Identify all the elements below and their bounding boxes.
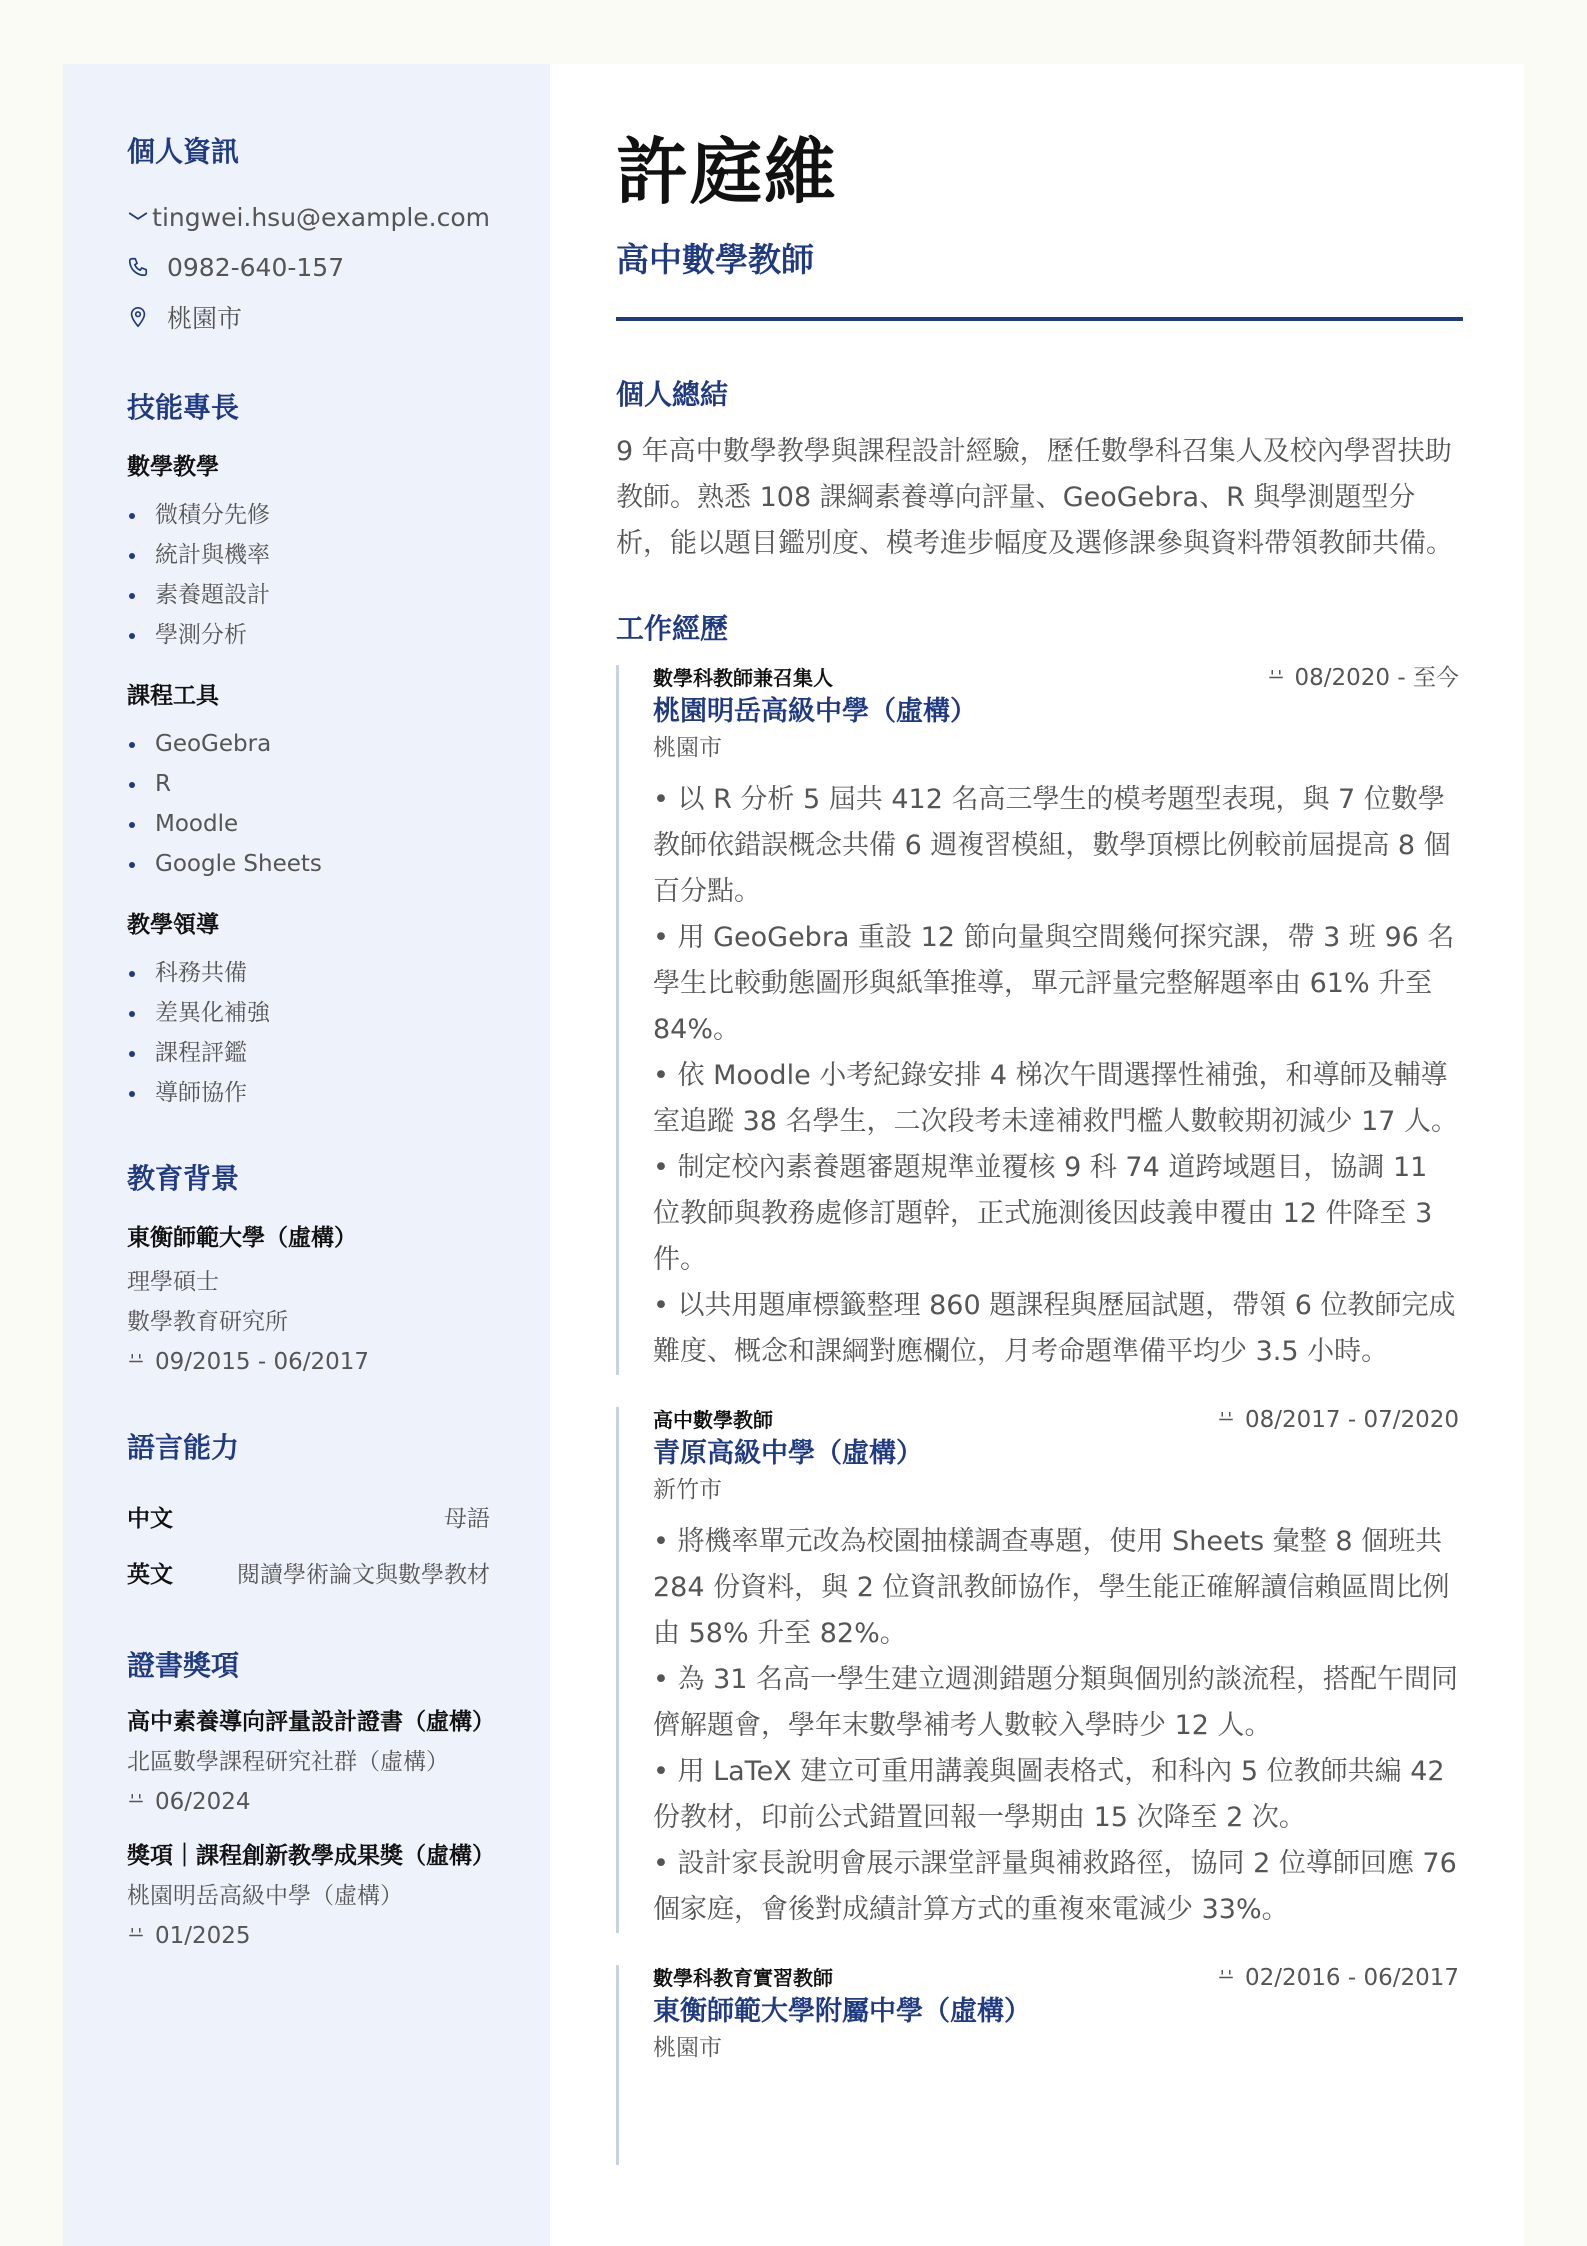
skill-item: R — [127, 764, 490, 804]
location-text: 桃園市 — [167, 304, 243, 333]
job-company: 桃園明岳高級中學（虛構） — [653, 696, 977, 727]
header-divider — [616, 317, 1463, 321]
location-row — [127, 292, 490, 342]
person-name: 許庭維 — [616, 130, 839, 214]
skill-item: 科務共備 — [127, 953, 490, 993]
job-bullet: • 以 R 分析 5 屆共 412 名高三學生的模考題型表現，與 7 位數學教師依錯誤概念共備 6 週複習模組，數學頂標比例較前屆提高 8 個百分點。 — [653, 784, 1451, 907]
language-row — [127, 1488, 490, 1544]
certs-section — [127, 1644, 495, 1956]
education-date-row — [127, 1342, 490, 1382]
cert-issuer: 桃園明岳高級中學（虛構） — [127, 1883, 403, 1909]
language-name: 英文 — [127, 1561, 173, 1588]
job-entry — [616, 1407, 1459, 1933]
cert-date-row — [127, 1782, 490, 1822]
skill-group-title: 數學教學 — [127, 454, 219, 480]
job-header — [653, 1407, 1459, 1433]
email-row[interactable] — [127, 192, 490, 242]
contact-section — [127, 130, 490, 342]
skill-item: 導師協作 — [127, 1073, 490, 1113]
skill-group — [127, 906, 490, 1113]
job-location: 桃園市 — [653, 2035, 722, 2061]
calendar-icon — [127, 1916, 155, 1956]
phone-text[interactable]: 0982-640-157 — [167, 252, 345, 282]
skills-heading: 技能專長 — [127, 391, 240, 424]
skill-group — [127, 448, 490, 655]
location-pin-icon — [127, 306, 167, 328]
mail-icon — [127, 206, 152, 228]
experience-heading: 工作經歷 — [616, 612, 729, 645]
job-title: 數學科教育實習教師 — [653, 1966, 833, 1990]
cert-item — [127, 1840, 495, 1956]
skill-list — [127, 724, 490, 884]
email-text[interactable]: tingwei.hsu@example.com — [152, 202, 490, 232]
language-name: 中文 — [127, 1505, 173, 1532]
languages-heading: 語言能力 — [127, 1431, 240, 1464]
skill-list — [127, 495, 490, 655]
job-date-row — [1217, 1965, 1459, 1991]
skill-item: 差異化補強 — [127, 993, 490, 1033]
phone-icon — [127, 256, 167, 278]
job-bullet: • 用 LaTeX 建立可重用講義與圖表格式，和科內 5 位教師共編 42 份教材，印前公式錯置回報一學期由 15 次降至 2 次。 — [653, 1756, 1445, 1833]
education-school: 東衡師範大學（虛構） — [127, 1225, 357, 1251]
skill-item: Google Sheets — [127, 844, 490, 884]
calendar-icon — [1217, 1407, 1245, 1433]
job-company: 東衡師範大學附屬中學（虛構） — [653, 1996, 1031, 2027]
job-location: 桃園市 — [653, 735, 722, 761]
job-bullet: • 為 31 名高一學生建立週測錯題分類與個別約談流程，搭配午間同儕解題會，學年末數學補考人數較入學時少 12 人。 — [653, 1664, 1459, 1741]
education-department: 數學教育研究所 — [127, 1309, 288, 1335]
job-bullet: • 制定校內素養題審題規準並覆核 9 科 74 道跨域題目，協調 11 位教師與教務處修訂題幹，正式施測後因歧義申覆由 12 件降至 3 件。 — [653, 1152, 1433, 1275]
job-bullet: • 以共用題庫標籤整理 860 題課程與歷屆試題，帶領 6 位教師完成難度、概念和課綱對應欄位，月考命題準備平均少 3.5 小時。 — [653, 1290, 1456, 1367]
calendar-icon — [127, 1342, 155, 1382]
skill-group-title: 課程工具 — [127, 683, 219, 709]
certs-heading: 證書獎項 — [127, 1649, 240, 1682]
skill-group — [127, 677, 490, 884]
calendar-icon — [1267, 665, 1295, 691]
cert-issuer: 北區數學課程研究社群（虛構） — [127, 1749, 449, 1775]
skill-item: 學測分析 — [127, 615, 490, 655]
main-content — [550, 64, 1524, 2246]
skill-item: 微積分先修 — [127, 495, 490, 535]
contact-heading: 個人資訊 — [127, 135, 240, 168]
resume-page — [63, 64, 1524, 2246]
job-dates: 08/2020 - 至今 — [1294, 665, 1459, 691]
job-date-row — [1267, 665, 1459, 691]
job-header — [653, 665, 1459, 691]
summary-heading: 個人總結 — [616, 378, 729, 411]
languages-section — [127, 1426, 490, 1600]
sidebar — [63, 64, 550, 2246]
job-company: 青原高級中學（虛構） — [653, 1438, 923, 1469]
job-bullet: • 將機率單元改為校園抽樣調查專題，使用 Sheets 彙整 8 個班共 284 份資料，與 2 位資訊教師協作，學生能正確解讀信賴區間比例由 58% 升至 82%。 — [653, 1526, 1450, 1649]
skill-item: 課程評鑑 — [127, 1033, 490, 1073]
job-title: 高中數學教師 — [653, 1408, 773, 1432]
job-bullet: • 用 GeoGebra 重設 12 節向量與空間幾何探究課，帶 3 班 96 名學生比較動態圖形與紙筆推導，單元評量完整解題率由 61% 升至 84%。 — [653, 922, 1455, 1045]
job-date-row — [1217, 1407, 1459, 1433]
language-level: 母語 — [444, 1505, 490, 1532]
job-dates: 02/2016 - 06/2017 — [1244, 1965, 1459, 1991]
cert-title: 高中素養導向評量設計證書（虛構） — [127, 1709, 495, 1735]
skills-section — [127, 386, 490, 1113]
job-location: 新竹市 — [653, 1477, 722, 1503]
cert-title: 獎項｜課程創新教學成果獎（虛構） — [127, 1843, 495, 1869]
cert-date: 01/2025 — [155, 1923, 251, 1949]
job-role: 高中數學教師 — [616, 240, 814, 279]
job-dates: 08/2017 - 07/2020 — [1244, 1407, 1459, 1433]
skill-list — [127, 953, 490, 1113]
phone-row[interactable] — [127, 242, 490, 292]
education-section — [127, 1157, 490, 1382]
skill-item: 素養題設計 — [127, 575, 490, 615]
skill-item: Moodle — [127, 804, 490, 844]
language-level: 閱讀學術論文與數學教材 — [237, 1561, 490, 1588]
job-entry — [616, 1965, 1459, 2165]
education-heading: 教育背景 — [127, 1162, 240, 1195]
skill-item: GeoGebra — [127, 724, 490, 764]
job-title: 數學科教師兼召集人 — [653, 666, 833, 690]
cert-date-row — [127, 1916, 490, 1956]
summary-text: 9 年高中數學教學與課程設計經驗，歷任數學科召集人及校內學習扶助教師。熟悉 108 課綱素養導向評量、GeoGebra、R 與學測題型分析，能以題目鑑別度、模考進步幅度及選修課參與資料帶領教師共備。 — [616, 436, 1453, 559]
job-bullet: • 依 Moodle 小考紀錄安排 4 梯次午間選擇性補強，和導師及輔導室追蹤 38 名學生，二次段考未達補救門檻人數較期初減少 17 人。 — [653, 1060, 1459, 1137]
job-header — [653, 1965, 1459, 1991]
calendar-icon — [1217, 1965, 1245, 1991]
skill-item: 統計與機率 — [127, 535, 490, 575]
education-degree: 理學碩士 — [127, 1269, 219, 1295]
job-entry — [616, 665, 1459, 1375]
cert-item — [127, 1706, 495, 1822]
cert-date: 06/2024 — [155, 1789, 251, 1815]
education-dates: 09/2015 - 06/2017 — [155, 1349, 370, 1375]
skill-group-title: 教學領導 — [127, 912, 219, 938]
calendar-icon — [127, 1782, 155, 1822]
language-row — [127, 1544, 490, 1600]
job-bullet: • 設計家長說明會展示課堂評量與補救路徑，協同 2 位導師回應 76 個家庭，會後對成績計算方式的重複來電減少 33%。 — [653, 1848, 1457, 1925]
